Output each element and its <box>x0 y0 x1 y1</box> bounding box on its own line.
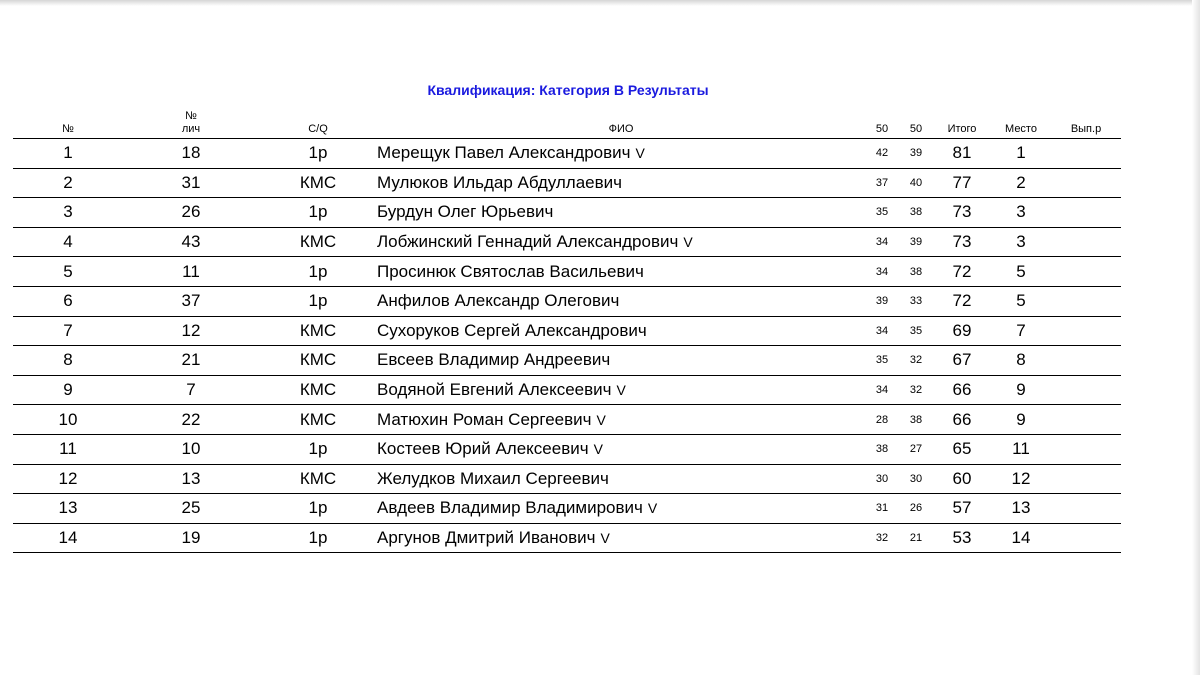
cell-fio <box>377 405 865 435</box>
cell-score-1: 39 <box>865 286 899 316</box>
cell-place: 9 <box>991 375 1051 405</box>
athlete-name: Лобжинский Геннадий Александрович <box>377 232 679 252</box>
cell-lic: 26 <box>123 198 259 228</box>
header-cq: С/Q <box>259 110 377 139</box>
table-row <box>13 198 1121 228</box>
table-row <box>13 286 1121 316</box>
cell-fio <box>377 316 865 346</box>
header-lic-bottom: лич <box>181 123 201 135</box>
cell-cq: 1р <box>259 434 377 464</box>
cell-cq: КМС <box>259 375 377 405</box>
athlete-name: Анфилов Александр Олегович <box>377 291 620 311</box>
cell-total: 69 <box>933 316 991 346</box>
header-fio: ФИО <box>377 110 865 139</box>
cell-total: 66 <box>933 375 991 405</box>
cell-lic: 18 <box>123 139 259 169</box>
cell-num: 8 <box>13 346 123 376</box>
table-row <box>13 434 1121 464</box>
cell-fio <box>377 227 865 257</box>
cell-num: 6 <box>13 286 123 316</box>
athlete-name: Евсеев Владимир Андреевич <box>377 350 611 370</box>
document-title: Квалификация: Категория В Результаты <box>427 82 709 98</box>
cell-lic: 31 <box>123 168 259 198</box>
header-lic-top: № <box>185 110 197 122</box>
cell-place: 1 <box>991 139 1051 169</box>
cell-score-2: 32 <box>899 346 933 376</box>
cell-place: 12 <box>991 464 1051 494</box>
cell-total: 53 <box>933 523 991 553</box>
cell-lic: 12 <box>123 316 259 346</box>
cell-cq: 1р <box>259 257 377 287</box>
cell-cq: КМС <box>259 316 377 346</box>
cell-score-2: 30 <box>899 464 933 494</box>
cell-place: 7 <box>991 316 1051 346</box>
athlete-name: Бурдун Олег Юрьевич <box>377 202 554 222</box>
cell-lic: 21 <box>123 346 259 376</box>
table-row <box>13 375 1121 405</box>
cell-score-1: 32 <box>865 523 899 553</box>
cell-num: 3 <box>13 198 123 228</box>
check-mark: V <box>683 234 693 251</box>
header-score-1: 50 <box>865 110 899 139</box>
cell-num: 12 <box>13 464 123 494</box>
cell-fio <box>377 198 865 228</box>
cell-score-2: 38 <box>899 405 933 435</box>
cell-lic: 43 <box>123 227 259 257</box>
cell-fio <box>377 523 865 553</box>
cell-vyp <box>1051 375 1121 405</box>
cell-vyp <box>1051 316 1121 346</box>
cell-score-1: 37 <box>865 168 899 198</box>
cell-fio <box>377 346 865 376</box>
cell-num: 11 <box>13 434 123 464</box>
cell-place: 3 <box>991 198 1051 228</box>
cell-num: 1 <box>13 139 123 169</box>
cell-score-1: 34 <box>865 257 899 287</box>
cell-vyp <box>1051 434 1121 464</box>
cell-fio <box>377 434 865 464</box>
cell-cq: 1р <box>259 198 377 228</box>
athlete-name: Мулюков Ильдар Абдуллаевич <box>377 172 623 192</box>
cell-cq: 1р <box>259 494 377 524</box>
cell-score-2: 27 <box>899 434 933 464</box>
cell-cq: КМС <box>259 405 377 435</box>
cell-score-1: 28 <box>865 405 899 435</box>
check-mark: V <box>635 145 645 162</box>
table-row <box>13 139 1121 169</box>
header-vyp: Вып.р <box>1051 110 1121 139</box>
cell-cq: 1р <box>259 139 377 169</box>
cell-score-2: 40 <box>899 168 933 198</box>
cell-total: 77 <box>933 168 991 198</box>
table-body <box>13 139 1121 553</box>
cell-cq: КМС <box>259 168 377 198</box>
athlete-name: Аргунов Дмитрий Иванович <box>377 528 596 548</box>
cell-total: 73 <box>933 198 991 228</box>
cell-place: 13 <box>991 494 1051 524</box>
cell-total: 72 <box>933 257 991 287</box>
cell-lic: 19 <box>123 523 259 553</box>
cell-fio <box>377 286 865 316</box>
cell-score-2: 39 <box>899 139 933 169</box>
cell-num: 14 <box>13 523 123 553</box>
cell-score-2: 32 <box>899 375 933 405</box>
cell-place: 2 <box>991 168 1051 198</box>
cell-score-2: 33 <box>899 286 933 316</box>
cell-score-2: 21 <box>899 523 933 553</box>
cell-score-1: 31 <box>865 494 899 524</box>
cell-place: 9 <box>991 405 1051 435</box>
cell-vyp <box>1051 464 1121 494</box>
cell-total: 65 <box>933 434 991 464</box>
cell-score-2: 26 <box>899 494 933 524</box>
cell-lic: 13 <box>123 464 259 494</box>
table-row <box>13 227 1121 257</box>
table-row <box>13 316 1121 346</box>
cell-vyp <box>1051 168 1121 198</box>
table-row <box>13 405 1121 435</box>
cell-total: 72 <box>933 286 991 316</box>
cell-vyp <box>1051 523 1121 553</box>
athlete-name: Костеев Юрий Алексеевич <box>377 439 589 459</box>
cell-place: 5 <box>991 286 1051 316</box>
check-mark: V <box>596 411 606 428</box>
cell-score-1: 34 <box>865 316 899 346</box>
cell-lic: 25 <box>123 494 259 524</box>
cell-score-1: 30 <box>865 464 899 494</box>
cell-num: 13 <box>13 494 123 524</box>
cell-vyp <box>1051 286 1121 316</box>
check-mark: V <box>647 500 658 517</box>
cell-place: 11 <box>991 434 1051 464</box>
table-row <box>13 464 1121 494</box>
cell-vyp <box>1051 494 1121 524</box>
cell-num: 4 <box>13 227 123 257</box>
cell-place: 3 <box>991 227 1051 257</box>
cell-vyp <box>1051 227 1121 257</box>
cell-fio <box>377 257 865 287</box>
header-score-2: 50 <box>899 110 933 139</box>
cell-lic: 10 <box>123 434 259 464</box>
cell-score-2: 38 <box>899 198 933 228</box>
cell-num: 10 <box>13 405 123 435</box>
cell-vyp <box>1051 198 1121 228</box>
cell-total: 67 <box>933 346 991 376</box>
cell-place: 14 <box>991 523 1051 553</box>
cell-lic: 11 <box>123 257 259 287</box>
cell-total: 66 <box>933 405 991 435</box>
check-mark: V <box>616 382 626 399</box>
cell-place: 8 <box>991 346 1051 376</box>
cell-score-1: 34 <box>865 375 899 405</box>
cell-lic: 37 <box>123 286 259 316</box>
cell-total: 60 <box>933 464 991 494</box>
cell-num: 7 <box>13 316 123 346</box>
cell-score-2: 39 <box>899 227 933 257</box>
cell-cq: 1р <box>259 286 377 316</box>
athlete-name: Авдеев Владимир Владимирович <box>377 498 643 518</box>
header-lic <box>123 110 259 139</box>
cell-fio <box>377 464 865 494</box>
table-row <box>13 523 1121 553</box>
cell-cq: КМС <box>259 464 377 494</box>
athlete-name: Водяной Евгений Алексеевич <box>377 380 612 400</box>
cell-score-1: 35 <box>865 346 899 376</box>
cell-fio <box>377 168 865 198</box>
athlete-name: Просинюк Святослав Васильевич <box>377 261 644 281</box>
header-num: № <box>13 110 123 139</box>
table-header-row <box>13 110 1121 139</box>
cell-vyp <box>1051 405 1121 435</box>
cell-score-1: 34 <box>865 227 899 257</box>
cell-cq: КМС <box>259 227 377 257</box>
table-row <box>13 494 1121 524</box>
check-mark: V <box>593 441 603 458</box>
cell-fio <box>377 494 865 524</box>
athlete-name: Мерещук Павел Александрович <box>377 143 631 163</box>
cell-score-1: 38 <box>865 434 899 464</box>
cell-total: 73 <box>933 227 991 257</box>
cell-vyp <box>1051 346 1121 376</box>
cell-lic: 22 <box>123 405 259 435</box>
table-row <box>13 168 1121 198</box>
cell-num: 9 <box>13 375 123 405</box>
cell-score-2: 35 <box>899 316 933 346</box>
cell-cq: КМС <box>259 346 377 376</box>
cell-num: 2 <box>13 168 123 198</box>
table-row <box>13 257 1121 287</box>
athlete-name: Желудков Михаил Сергеевич <box>377 468 609 488</box>
cell-vyp <box>1051 257 1121 287</box>
header-total: Итого <box>933 110 991 139</box>
cell-score-2: 38 <box>899 257 933 287</box>
cell-total: 81 <box>933 139 991 169</box>
cell-lic: 7 <box>123 375 259 405</box>
cell-score-1: 42 <box>865 139 899 169</box>
athlete-name: Сухоруков Сергей Александрович <box>377 320 647 340</box>
cell-fio <box>377 375 865 405</box>
table-row <box>13 346 1121 376</box>
cell-vyp <box>1051 139 1121 169</box>
results-table <box>13 110 1121 553</box>
cell-score-1: 35 <box>865 198 899 228</box>
header-place: Место <box>991 110 1051 139</box>
cell-place: 5 <box>991 257 1051 287</box>
cell-total: 57 <box>933 494 991 524</box>
check-mark: V <box>600 530 610 547</box>
cell-num: 5 <box>13 257 123 287</box>
athlete-name: Матюхин Роман Сергеевич <box>377 409 592 429</box>
cell-fio <box>377 139 865 169</box>
cell-cq: 1р <box>259 523 377 553</box>
